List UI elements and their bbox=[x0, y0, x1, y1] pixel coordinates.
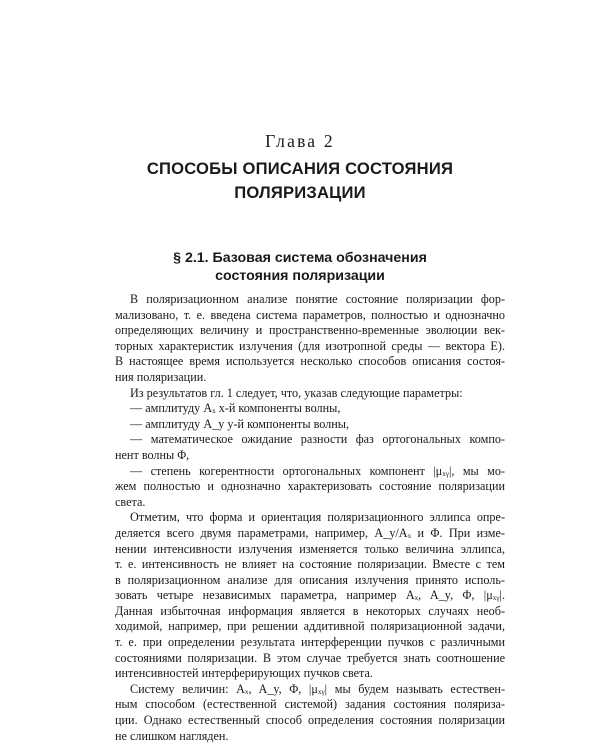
body-line: интенсивностей интерферирующих пучков света. bbox=[115, 666, 373, 681]
chapter-title-line: ПОЛЯРИЗАЦИИ bbox=[234, 183, 366, 202]
body-line: мализовано, т. е. введена система параметров, полностью и однозначно bbox=[115, 307, 505, 322]
section-title bbox=[0, 249, 600, 285]
body-line: света. bbox=[115, 494, 146, 509]
body-line: ходимой, например, при решении аддитивной поляризационной задачи, bbox=[115, 619, 505, 634]
body-line: состояниями поляризации. В этом случае требуется знать соотношение bbox=[115, 650, 505, 665]
body-line: нент волны Φ, bbox=[115, 447, 190, 462]
body-line: Из результатов гл. 1 следует, что, указав следующие параметры: bbox=[130, 385, 463, 400]
body-line: т. е. интенсивность не влияет на состояние поляризации. Вместе с тем bbox=[115, 557, 505, 572]
body-text bbox=[115, 292, 505, 744]
body-line: В поляризационном анализе понятие состояние поляризации фор- bbox=[130, 292, 505, 306]
body-line: — амплитуду Aₓ x-й компоненты волны, bbox=[130, 401, 341, 416]
body-line: — амплитуду A_y y-й компоненты волны, bbox=[130, 416, 350, 431]
chapter-label: Глава 2 bbox=[265, 131, 335, 151]
body-line: ния поляризации. bbox=[115, 369, 207, 384]
body-line: — математическое ожидание разности фаз ортогональных компо- bbox=[130, 432, 505, 447]
body-line: ным способом (естественной системой) задания состояния поляриза- bbox=[115, 697, 505, 712]
body-line: зовать четыре независимых параметра, например Aₓ, A_y, Φ, |μₓᵧ|. bbox=[115, 588, 505, 603]
body-line: не слишком нагляден. bbox=[115, 728, 229, 743]
body-line: Отметим, что форма и ориентация поляризационного эллипса опре- bbox=[130, 510, 505, 525]
body-line: в поляризационном анализе для описания излучения принято исполь- bbox=[115, 572, 505, 587]
body-line: деляется всего двумя параметрами, например, A_y/Aₓ и Φ. При изме- bbox=[115, 525, 505, 540]
body-line: ции. Однако естественный способ определения состояния поляризации bbox=[115, 713, 505, 728]
body-line: т. е. при определении результата интерференции пучков с различными bbox=[115, 635, 505, 650]
body-line: нении интенсивности излучения изменяется только величина эллипса, bbox=[115, 541, 505, 556]
body-line: определяющих величину и пространственно-временные эволюции век- bbox=[115, 323, 505, 338]
section-title-line: состояния поляризации bbox=[215, 268, 385, 284]
body-line: жем полностью и однозначно характеризовать состояние поляризации bbox=[115, 479, 505, 494]
body-line: торных характеристик излучения (для изотропной среды — вектора E). bbox=[115, 338, 505, 353]
body-line: Данная избыточная информация является в некоторых случаях необ- bbox=[115, 603, 505, 618]
body-line: В настоящее время используется несколько способов описания состоя- bbox=[115, 354, 505, 369]
body-line: Систему величин: Aₓ, A_y, Φ, |μₓᵧ| мы будем называть естествен- bbox=[130, 681, 505, 696]
chapter-title-line: СПОСОБЫ ОПИСАНИЯ СОСТОЯНИЯ bbox=[146, 159, 454, 178]
section-title-line: § 2.1. Базовая система обозначения bbox=[173, 250, 427, 266]
chapter-title bbox=[0, 157, 600, 205]
body-line: — степень когерентности ортогональных компонент |μₓᵧ|, мы мо- bbox=[130, 463, 505, 478]
